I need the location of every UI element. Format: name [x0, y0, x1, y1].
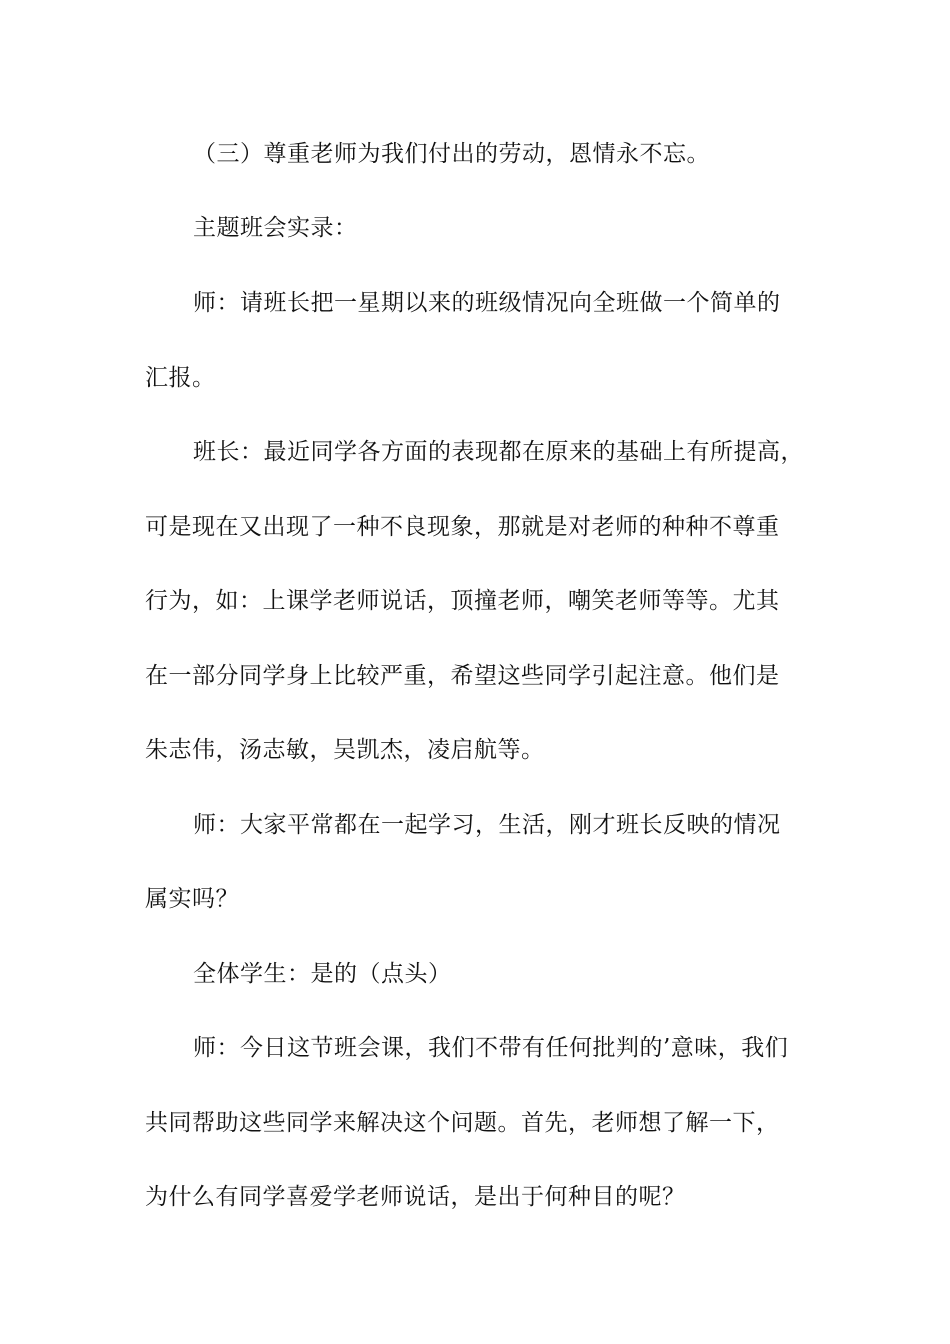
- subheading: 主题班会实录：: [193, 215, 358, 241]
- paragraph-line: 师：请班长把一星期以来的班级情况向全班做一个简单的: [193, 290, 781, 316]
- paragraph-line: 在一部分同学身上比较严重，希望这些同学引起注意。他们是: [145, 663, 780, 689]
- paragraph-line: 为什么有同学喜爱学老师说话，是出于何种目的呢？: [145, 1184, 686, 1210]
- section-heading: （三）尊重老师为我们付出的劳动，恩情永不忘。: [193, 141, 710, 167]
- paragraph-line: 行为，如：上课学老师说话，顶撞老师，嘲笑老师等等。尤其: [145, 588, 780, 614]
- paragraph-line: 班长：最近同学各方面的表现都在原来的基础上有所提高，: [193, 439, 804, 465]
- paragraph-line: 师：今日这节班会课，我们不带有任何批判的’意味，我们: [193, 1035, 789, 1061]
- paragraph-line: 全体学生：是的（点头）: [193, 961, 452, 987]
- paragraph-line: 朱志伟，汤志敏，吴凯杰，凌启航等。: [145, 737, 545, 763]
- paragraph-line: 属实吗？: [145, 886, 239, 912]
- paragraph-line: 共同帮助这些同学来解决这个问题。首先，老师想了解一下，: [145, 1110, 780, 1136]
- paragraph-line: 可是现在又出现了一种不良现象，那就是对老师的种种不尊重: [145, 514, 780, 540]
- paragraph-line: 汇报。: [145, 365, 216, 391]
- paragraph-line: 师：大家平常都在一起学习，生活，刚才班长反映的情况: [193, 812, 781, 838]
